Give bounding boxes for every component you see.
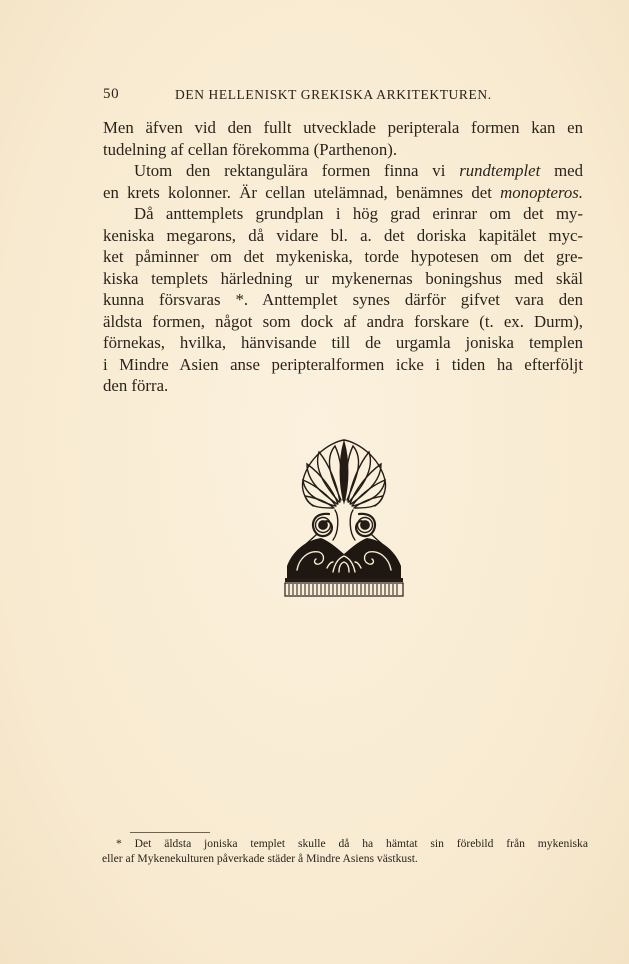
palmette-antefix-icon — [283, 436, 405, 600]
text-fragment: Utom den rektangulära formen finna vi — [134, 161, 460, 180]
page-header — [103, 86, 523, 106]
text-line: den förra. — [103, 376, 169, 395]
text-line: äldsta formen, något som dock af andra forskare (t. ex. Durm), — [103, 311, 583, 331]
text-line: tudelning af cellan förekomma (Parthenon). — [103, 139, 398, 159]
text-line: kunna försvaras *. Anttemplet synes därför gifvet vara den — [103, 290, 583, 309]
text-line: Men äfven vid den fullt utvecklade peripterala formen kan en — [103, 118, 583, 137]
text-line: keniska megarons, då vidare bl. a. det doriska kapitälet myc- — [103, 225, 583, 245]
text-fragment: med — [540, 161, 584, 180]
footnote-line: eller af Mykenekulturen påverkade städer å Mindre Asiens västkust. — [102, 852, 418, 865]
text-line: ket påminner om det mykeniska, torde hypotesen om det gre- — [103, 247, 583, 266]
text-line: Då anttemplets grundplan i hög grad erinrar om det my- — [134, 204, 583, 223]
footnote-line: * Det äldsta joniska templet skulle då ha hämtat sin förebild från mykeniska — [116, 837, 588, 850]
page-number: 50 — [103, 86, 120, 102]
text-line: kiska templets härledning ur mykenernas boningshus med skäl — [103, 268, 583, 288]
footnote-divider — [130, 832, 210, 833]
text-line: förnekas, hvilka, hänvisande till de urgamla joniska templen — [103, 333, 583, 352]
text-line — [103, 182, 583, 204]
italic-term-monopteros: monopteros. — [500, 182, 583, 202]
text-line — [103, 160, 583, 182]
text-fragment: en krets kolonner. Är cellan utelämnad, benämnes det — [103, 182, 501, 202]
footnote — [102, 836, 588, 866]
text-line: i Mindre Asien anse peripteralformen icke i tiden ha efterföljt — [103, 354, 583, 374]
running-title: DEN HELLENISKT GREKISKA ARKITEKTUREN. — [175, 87, 492, 102]
body-text — [103, 117, 583, 397]
italic-term-rundtemplet: rundtemplet — [459, 161, 541, 180]
